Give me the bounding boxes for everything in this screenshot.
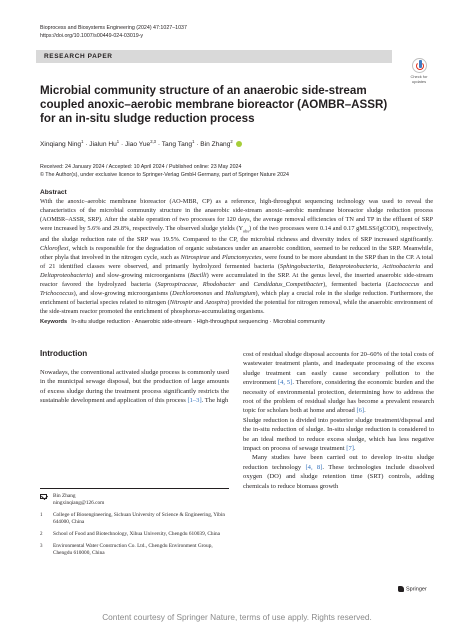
article-type-banner: RESEARCH PAPER [36, 50, 392, 63]
affiliation [40, 531, 229, 538]
author-name[interactable]: Xinqiang Ning [40, 141, 82, 149]
publisher-logo [398, 586, 427, 592]
corresponding-author [40, 493, 229, 507]
affiliation-mark: 2 [40, 532, 43, 537]
paragraph: cost of residual sludge disposal accounts for 20–60% of the total costs of wastewater treatment plants, and inadequate processing of the excess sludge treatment can easily cause secondary pollution to the environment [4, 5]. Therefore, considering the economic burden and the necessity of environmental protection, determining how to address the root of the problem of residual sludge has become a prevalent research topic for scholars both at home and abroad [6]. [243, 351, 435, 415]
email-link[interactable]: ningxinqiang@126.com [53, 500, 105, 506]
introduction-text-right [243, 350, 434, 491]
orcid-icon[interactable] [236, 141, 242, 147]
abstract-text: With the anoxic–aerobic membrane bioreactor (AO-MBR, CP) as a reference, high-throughput sequencing technology was used to reveal the characteristics of the microbial community structure in the anaerobic side-stream anoxic–aerobic membrane bioreactor sludge reduction process (AOMBR–ASSR, SRP). After the stable operation of two processes for 120 days, the average removal efficiencies of TN and TP in the effluent of SRP were increased by 5.6% and 29.8%, respectively. The observed sludge yields $(Y_{obs})$ of the two processes were 0.14 and 0.17 gMLSS/(gCOD), respectively, and the sludge reduction rate of the SRP was 19.5%. Compared to the CP, the microbial richness and diversity index of SRP increased significantly. Chloroflexi, which is responsible for the degradation of organic substances under an anaerobic condition, seemed to be reduced in the SRP. Meanwhile, other phyla that involved in the nitrogen cycle, such as Nitrospirae and Planctomycetes, were found to be more abundant in the SRP than in the CP. A total of 21 identified classes were observed, and primarily hydrolyzed fermented bacteria (Sphingobacteriia, Betaproteobacteria, Actinobacteria and Deltaproteobacteria) and slow-growing microorganisms (Bacilli) were accumulated in the SRP. At the genus level, the inserted anaerobic side-stream reactor favored the hydrolyzed bacteria (Saprospiraceae, Rhodobacter and Candidatus_Competibacter), fermented bacteria (Lactococcus and Trichococcus), and slow-growing microorganisms (Dechloromonas and Haliangium), which play a crucial role in the sludge reduction. Furthermore, the enrichment of bacterial species related to nitrogen (Nitrospir and Azospira) provided the potential for nitrogen removal, while the anaerobic environment of the side-stream reactor promoted the enrichment of phosphorus-accumulating organisms. [40, 198, 433, 315]
paragraph: Many studies have been carried out to develop in-situ sludge reduction technology [4, 8]. These technologies include dissolved oxygen (DO) and sludge retention time (SRT) controls, adding chemicals to reduce biomass growth [243, 454, 434, 490]
crossmark-icon [412, 58, 427, 73]
copyright-line: © The Author(s), under exclusive licence to Springer-Verlag GmbH Germany, part of Springer Nature 2024 [40, 172, 289, 178]
citation-link[interactable]: [1–3] [187, 397, 202, 405]
affiliation [40, 512, 229, 526]
doi-link[interactable]: https://doi.org/10.1007/s00449-024-03019-y [40, 33, 144, 39]
author-footnotes [40, 488, 229, 562]
springer-horse-icon [398, 586, 404, 592]
envelope-icon [40, 494, 47, 499]
affiliation-mark: 3 [40, 544, 43, 549]
author-name[interactable]: Jiao Yue [125, 141, 151, 149]
check-updates-line1: Check for [410, 74, 428, 79]
citation-link[interactable]: [4, 8] [305, 463, 323, 471]
author-affiliation-mark: 2 [230, 139, 233, 144]
corresponding-author-name: Bin Zhang [53, 493, 76, 499]
author-affiliation-mark: 1 [192, 139, 195, 144]
affiliation [40, 543, 229, 557]
author-affiliation-mark: 1 [116, 139, 120, 144]
courtesy-watermark: Content courtesy of Springer Nature, terms of use apply. Rights reserved. [102, 612, 372, 622]
article-title: Microbial community structure of an anaerobic side-stream coupled anoxic–aerobic membrane bioreactor (AOMBR–ASSR) for an in-situ sludge reduction process [40, 84, 388, 125]
paragraph: Sludge reduction is divided into posterior sludge treatment/disposal and the in-situ reduction of sludge. In-situ sludge reduction is considered to be an ideal method to reduce excess sludge, which has less negative impact on process of sewage treatment [7]. [243, 416, 434, 453]
author-name[interactable]: Tang Tang [161, 141, 193, 149]
affiliation-text: College of Biosengineering, Sichuan University of Science & Engineering, Yibin 644000, China [53, 512, 226, 525]
introduction-heading: Introduction [40, 349, 88, 358]
author-name[interactable]: Bin Zhang [200, 141, 231, 149]
citation-link[interactable]: [6] [356, 407, 365, 415]
publisher-name: Springer [406, 586, 427, 593]
author-list: Xinqiang Ning$^1$ · Jialun $Hu^1$ · Jiao Yue$^{2,3}$ · Tang Tang$^1$ · Bin Zhang$^2$ [40, 139, 242, 148]
citation-link[interactable]: [7] [346, 445, 354, 453]
citation-link[interactable]: [4, 5] [277, 379, 293, 387]
keywords-label: Keywords [40, 319, 68, 325]
publication-dates [40, 163, 289, 179]
author-name[interactable]: Jialun Hu [89, 141, 117, 149]
affiliation-mark: 1 [40, 513, 43, 518]
journal-header [40, 24, 187, 40]
keywords-list: In-situ sludge reduction · Anaerobic side-stream · High-throughput sequencing · Microbial community [71, 319, 326, 325]
abstract-heading: Abstract [40, 189, 67, 196]
check-updates-line2: updates [411, 78, 427, 84]
history-dates: Received: 24 January 2024 / Accepted: 10 April 2024 / Published online: 23 May 2024 [40, 164, 242, 170]
keywords [40, 319, 325, 325]
author-affiliation-mark: 2,3 [150, 139, 157, 144]
check-for-updates-button[interactable] [404, 58, 434, 84]
introduction-text-left: Nowadays, the conventional activated sludge process is commonly used in the municipal sewage disposal, but the production of large amounts of excess sludge during the treatment process significantly restricts the sustainable development and application of this process [1–3]. The high [40, 369, 229, 405]
author-affiliation-mark: 1 [81, 139, 84, 144]
affiliation-text: School of Food and Biotechnology, Xihua University, Chengdu 610039, China [53, 531, 221, 537]
affiliation-text: Environmental Water Construction Co. Ltd., Chengdu Environment Group, Chengdu 610000, China [53, 543, 213, 556]
journal-citation: Bioprocess and Biosystems Engineering (2024) 47:1027–1037 [40, 25, 187, 31]
